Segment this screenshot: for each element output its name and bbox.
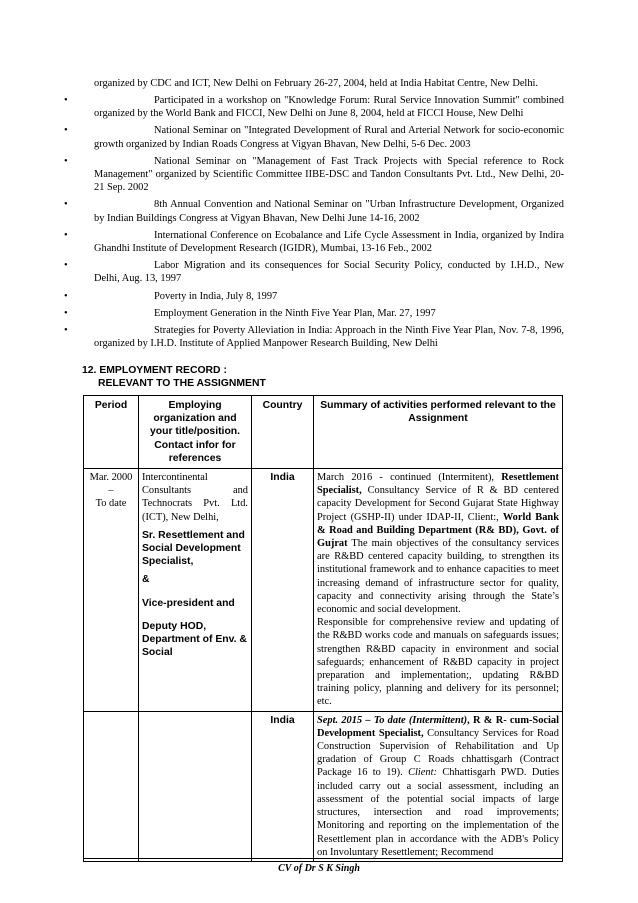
header-employer: Employing organization and your title/position. Contact infor for references bbox=[139, 396, 252, 469]
seminar-list bbox=[64, 94, 564, 354]
list-item: • Participated in a workshop on "Knowledge Forum: Rural Service Innovation Summit" combined organized by the World Bank and FICCI, New Delhi on June 8, 2004, held at FICCI House, New Delhi bbox=[64, 95, 564, 120]
employer-cell bbox=[139, 469, 252, 712]
country-cell: India bbox=[252, 469, 314, 712]
header-summary: Summary of activities performed relevant to the Assignment bbox=[314, 396, 563, 469]
table-row bbox=[84, 711, 563, 861]
position-connector: & bbox=[142, 574, 150, 586]
employer-cell bbox=[139, 711, 252, 861]
employer-name: Intercontinental Consultants and Technocrats Pvt. Ltd. (ICT), New Delhi, bbox=[142, 472, 248, 523]
position-title: Sr. Resettlement and Social Development Specialist, bbox=[142, 529, 245, 568]
list-item: • 8th Annual Convention and National Seminar on "Urban Infrastructure Development, Organized by Indian Buildings Congress at Vigyan Bhavan, New Delhi June 14-16, 2002 bbox=[64, 199, 564, 224]
period-cell bbox=[84, 711, 139, 861]
header-period: Period bbox=[84, 396, 139, 469]
section-heading bbox=[82, 364, 266, 390]
list-item: • National Seminar on "Integrated Development of Rural and Arterial Network for socio-economic growth organized by Indian Roads Congress at Vigyan Bhavan, New Delhi, 5-6 Dec. 2003 bbox=[64, 125, 564, 150]
employment-table bbox=[83, 395, 563, 862]
table-row bbox=[84, 469, 563, 712]
list-item: • National Seminar on "Management of Fast Track Projects with Special reference to Rock Management" organized by Scientific Committee IIBE-DSC and Tandon Consultants Pvt. Ltd., New Delhi, 20-21 Sep. 2002 bbox=[64, 155, 564, 194]
list-item: • Labor Migration and its consequences for Social Security Policy, conducted by I.H.D., New Delhi, Aug. 13, 1997 bbox=[64, 260, 564, 285]
list-item: • Strategies for Poverty Alleviation in India: Approach in the Ninth Five Year Plan, Nov. 7-8, 1996, organized by I.H.D. Institute of Applied Manpower Research Building, New Delhi bbox=[64, 325, 564, 350]
list-item: • International Conference on Ecobalance and Life Cycle Assessment in India, organized by Indira Ghandhi Institute of Development Research (IGIDR), Mumbai, 13-16 Feb., 2002 bbox=[64, 229, 564, 255]
position-title: Vice-president and bbox=[142, 597, 235, 609]
period-cell: Mar. 2000 – To date bbox=[84, 469, 139, 712]
header-country: Country bbox=[252, 396, 314, 469]
page-footer: CV of Dr S K Singh bbox=[278, 863, 360, 874]
section-subtitle: RELEVANT TO THE ASSIGNMENT bbox=[98, 378, 266, 389]
section-title: 12. EMPLOYMENT RECORD : bbox=[82, 365, 227, 376]
footer-rule bbox=[83, 858, 563, 859]
position-title: Deputy HOD, Department of Env. & Social bbox=[142, 620, 247, 659]
summary-cell: March 2016 - continued (Intermitent), Resettlement Specialist, Consultancy Service of R & BD centered capacity Development for Second Gujarat State Highway Project (GSHP-II) under IDAP-II, Client:, World Bank & Road and Building Department (R& BD), Govt. of Gujrat The main objectives of the consultancy services are R&BD centered capacity building, to strengthen its institutional framework and to enhance capacities to meet increasing demand of infrastructure sector for quality, capacity and connectivity arising through the State’s economic and social development. Responsible for comprehensive review and updating of the R&BD works code and manuals on safeguards issues; strengthen R&BD capacity in environment and social safeguards; enhancement of R&BD capacity in project preparation and implementation;, updating R&BD training policy, planning and delivery for its personnel; etc. bbox=[314, 469, 563, 712]
summary-cell: Sept. 2015 – To date (Intermittent), R & R- cum-Social Development Specialist, Consultancy Services for Road Construction Supervision of Rehabilitation and Up gradation of Group C Roads chhattisgarh (Contract Package 16 to 19). Client: Chhattisgarh PWD. Duties included carry out a social assessment, including an assessment of the potential social impacts of large structures, intersection and road improvements; Monitoring and reporting on the implementation of the Resettlement plan in accordance with the ADB's Policy on Involuntary Resettlement; Recommend bbox=[314, 711, 563, 861]
list-item: • Employment Generation in the Ninth Five Year Plan, Mar. 27, 1997 bbox=[64, 307, 436, 319]
continuation-text: organized by CDC and ICT, New Delhi on February 26-27, 2004, held at India Habitat Centre, New Delhi. bbox=[94, 78, 538, 89]
list-item: • Poverty in India, July 8, 1997 bbox=[64, 290, 278, 302]
table-header-row bbox=[84, 396, 563, 469]
country-cell: India bbox=[252, 711, 314, 861]
